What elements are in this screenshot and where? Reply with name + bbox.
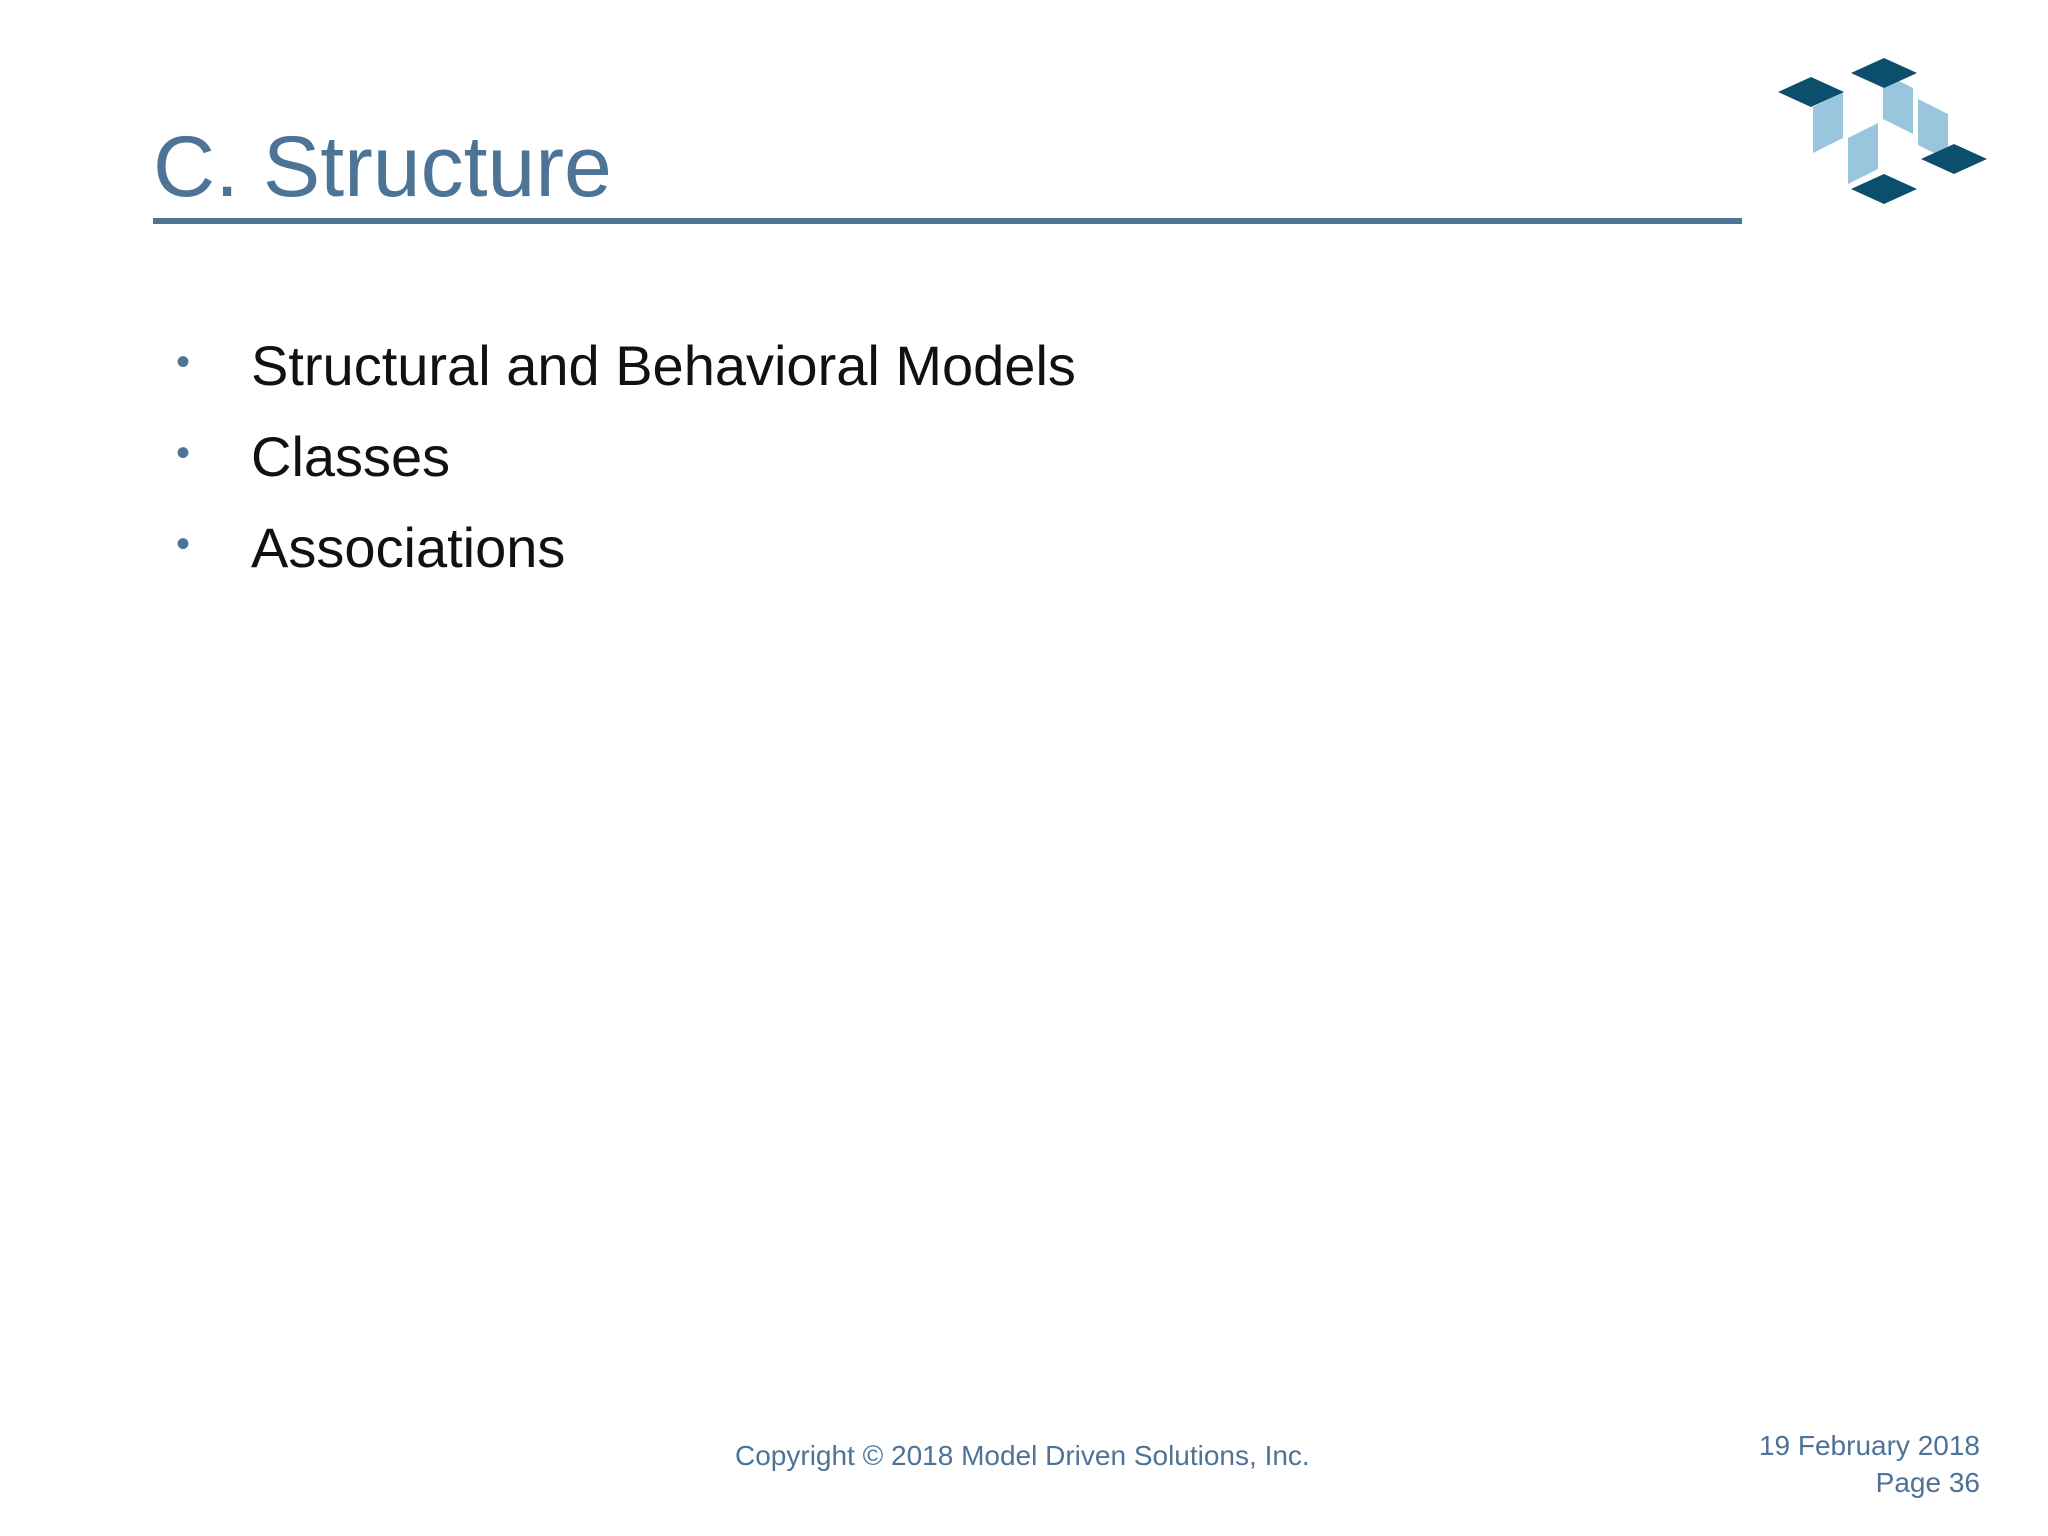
footer-date: 19 February 2018 [1758,1430,1980,1461]
bullet-dot-icon: • [176,522,191,566]
title-underline [153,218,1742,224]
bullet-dot-icon: • [176,340,191,384]
bullet-text: Associations [251,516,566,579]
footer-page-number: Page 36 [1875,1467,1980,1498]
slide-title: C. Structure [153,119,612,215]
logo-dark-diamond [1851,174,1917,204]
company-logo-icon [1776,56,1988,208]
logo-dark-diamond [1851,58,1917,88]
bullet-text: Structural and Behavioral Models [251,334,1076,397]
footer-copyright: Copyright © 2018 Model Driven Solutions, Inc. [735,1440,1310,1471]
bullet-dot-icon: • [176,431,191,475]
logo-light-block [1848,123,1878,184]
bullet-text: Classes [251,425,451,488]
